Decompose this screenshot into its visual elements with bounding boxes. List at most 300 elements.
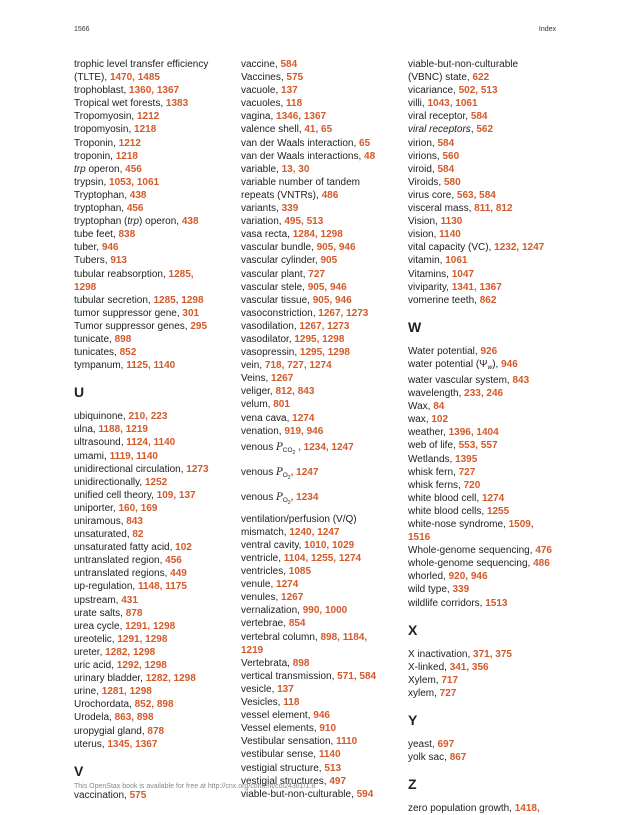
page-ref[interactable]: 852, 898: [134, 699, 174, 711]
page-ref[interactable]: 811, 812: [474, 203, 513, 215]
entry-term: tubular secretion,: [74, 294, 154, 306]
page-ref[interactable]: 584: [437, 163, 455, 175]
page-ref[interactable]: 102: [431, 414, 449, 426]
index-entry: [241, 359, 407, 372]
entry-term: vasa recta,: [241, 229, 293, 241]
page-ref[interactable]: 1274: [276, 579, 299, 591]
index-entry: [408, 597, 574, 610]
page-ref[interactable]: 371, 375: [473, 648, 512, 660]
entry-term: ureotelic,: [74, 633, 118, 645]
index-entry: [74, 607, 240, 620]
page-ref[interactable]: 812, 843: [275, 386, 315, 398]
page-ref[interactable]: 1255: [486, 505, 510, 517]
page-ref[interactable]: 1470, 1485: [109, 72, 160, 84]
page-ref[interactable]: 1295, 1298: [299, 347, 350, 359]
entry-term: ubiquinone,: [74, 411, 129, 423]
index-entry: [241, 58, 407, 71]
page-ref[interactable]: 341, 356: [449, 661, 489, 673]
page-ref[interactable]: 486: [321, 189, 339, 201]
page-ref[interactable]: 102: [175, 542, 192, 554]
page-ref[interactable]: 1274: [292, 412, 315, 424]
index-entry: [74, 659, 240, 672]
index-entry: [74, 359, 240, 372]
entry-term: viable-but-non-culturable: [408, 59, 519, 70]
entry-term: white blood cells,: [408, 505, 487, 517]
page-ref[interactable]: 1509,: [508, 519, 534, 530]
page-ref[interactable]: 1291, 1298: [125, 620, 176, 632]
page-ref[interactable]: 137: [281, 85, 298, 97]
index-entry: [241, 176, 407, 189]
page-ref[interactable]: 594: [356, 788, 374, 800]
index-entry: [408, 751, 574, 764]
page-ref[interactable]: 1396, 1404: [448, 427, 499, 439]
entry-term: valence shell,: [241, 124, 305, 136]
page-ref[interactable]: 878: [147, 725, 165, 737]
entry-term: ,: [470, 124, 477, 136]
page-ref[interactable]: 1043, 1061: [427, 98, 478, 110]
index-entry: [74, 463, 240, 476]
entry-term: xylem,: [408, 687, 440, 699]
index-entry: [241, 735, 407, 748]
entry-term: Tubers,: [74, 255, 111, 267]
page-ref[interactable]: , 1234, 1247: [295, 441, 354, 453]
page-ref[interactable]: 843: [126, 516, 143, 527]
entry-term: uric acid,: [74, 660, 117, 672]
page-ref[interactable]: 852: [119, 347, 137, 359]
index-entry: [74, 241, 240, 254]
page-ref[interactable]: 65: [359, 137, 371, 149]
page-ref[interactable]: 697: [437, 739, 455, 751]
page-ref[interactable]: 476: [535, 545, 552, 557]
page-ref[interactable]: 878: [125, 607, 143, 619]
entry-term: ) operon,: [139, 216, 182, 228]
page-ref[interactable]: 438: [181, 216, 199, 228]
index-entry: [241, 268, 407, 281]
index-entry: [408, 215, 574, 228]
page-ref[interactable]: , 1234: [290, 491, 319, 503]
page-ref[interactable]: 1119, 1140: [109, 450, 158, 462]
page-ref[interactable]: 920, 946: [448, 571, 488, 583]
index-entry: [241, 137, 407, 150]
page-ref[interactable]: 720: [463, 479, 481, 491]
subscript: O2: [282, 471, 291, 481]
index-entry: [241, 97, 407, 110]
page-ref[interactable]: 946: [501, 358, 518, 370]
entry-term: vision,: [408, 229, 440, 241]
page-ref[interactable]: 580: [443, 176, 461, 188]
page-ref[interactable]: 1282, 1298: [145, 673, 196, 685]
page-ref[interactable]: 1274: [481, 492, 505, 504]
page-ref[interactable]: 584: [437, 137, 455, 149]
page-ref[interactable]: 1292, 1298: [116, 660, 167, 672]
entry-term: ulna,: [74, 424, 99, 436]
index-entry: [74, 476, 240, 489]
index-entry: [408, 110, 574, 123]
index-entry: [408, 570, 574, 583]
page-ref[interactable]: 301: [182, 307, 200, 319]
entry-term: wavelength,: [408, 388, 465, 400]
page-ref[interactable]: 1346, 1367: [276, 111, 327, 123]
page-ref[interactable]: 1516: [408, 532, 431, 544]
page-ref[interactable]: 13, 30: [281, 163, 310, 175]
page-ref[interactable]: 717: [441, 674, 459, 686]
page-ref[interactable]: 1395: [455, 453, 478, 465]
entry-term: urine,: [74, 686, 102, 698]
index-entry: [408, 674, 574, 687]
page-ref[interactable]: 497: [329, 775, 347, 787]
entry-term: ventilation/perfusion (V/Q): [241, 513, 357, 525]
page-ref[interactable]: 1053, 1061: [109, 176, 160, 188]
page-ref[interactable]: 1267, 1273: [299, 320, 350, 332]
index-section-heading: Y: [408, 712, 418, 729]
page-ref[interactable]: 622: [472, 72, 490, 84]
entry-term: tunicates,: [74, 347, 120, 359]
page-ref[interactable]: 905: [320, 255, 338, 267]
page-ref[interactable]: 449: [170, 568, 187, 580]
page-ref[interactable]: 898: [292, 657, 310, 669]
page-ref[interactable]: 571, 584: [337, 670, 377, 682]
page-ref[interactable]: 990, 1000: [302, 605, 348, 617]
page-ref[interactable]: 160, 169: [118, 502, 158, 514]
entry-term: ventricles,: [241, 566, 289, 578]
page-ref[interactable]: 1232, 1247: [494, 242, 545, 254]
entry-term: untranslated region,: [74, 555, 166, 567]
entry-term: urate salts,: [74, 607, 126, 619]
page-ref[interactable]: 1124, 1140: [126, 437, 176, 449]
index-entry: [408, 84, 574, 97]
index-entry: [408, 254, 574, 267]
page-ref[interactable]: 1240, 1247: [289, 526, 340, 538]
entry-term: unsaturated fatty acid,: [74, 542, 176, 554]
index-entry: [74, 228, 240, 241]
index-entry: [408, 544, 574, 557]
entry-term: vessel element,: [241, 710, 314, 722]
index-entry: [408, 58, 574, 71]
entry-term: Vertebrata,: [241, 657, 293, 669]
entry-term: Urodela,: [74, 712, 115, 724]
page-ref[interactable]: 905, 946: [316, 242, 356, 254]
page-ref[interactable]: 339: [452, 584, 470, 596]
entry-term: wild type,: [408, 584, 453, 596]
page-ref[interactable]: 575: [129, 789, 147, 801]
page-ref[interactable]: 867: [449, 752, 467, 764]
entry-term: whorled,: [408, 571, 449, 583]
page-ref[interactable]: 1010, 1029: [304, 539, 355, 551]
page-ref[interactable]: 584: [280, 59, 298, 70]
page-ref[interactable]: 727: [439, 687, 457, 699]
page-ref[interactable]: 1383: [165, 98, 189, 110]
index-entry: [241, 84, 407, 97]
index-entry: [74, 672, 240, 685]
entry-term: uropygial gland,: [74, 725, 148, 737]
index-entry: [241, 385, 407, 398]
page-ref[interactable]: 1140: [318, 749, 341, 761]
page-ref[interactable]: 1285,: [168, 268, 194, 280]
subscript: O2: [282, 496, 291, 506]
index-entry: [74, 515, 240, 528]
index-entry: [241, 513, 407, 526]
entry-term: vasoconstriction,: [241, 307, 319, 319]
index-entry: [241, 631, 407, 644]
page-ref[interactable]: 1252: [144, 476, 168, 488]
page-ref[interactable]: 1125, 1140: [126, 360, 176, 372]
page-ref[interactable]: 1212: [118, 137, 141, 149]
index-entry: [241, 71, 407, 84]
entry-term: vasodilator,: [241, 333, 295, 345]
entry-term: Vaccines,: [241, 72, 287, 84]
index-entry: [241, 762, 407, 775]
partial-pressure-symbol: P: [276, 466, 283, 478]
page-ref[interactable]: 562: [476, 124, 494, 136]
page-ref[interactable]: 854: [288, 618, 306, 630]
entry-term-italic: viral receptors: [408, 124, 471, 136]
index-entry: [74, 541, 240, 554]
page-ref[interactable]: 456: [126, 203, 144, 215]
entry-term: veliger,: [241, 386, 276, 398]
index-entry: [74, 254, 240, 267]
page-ref[interactable]: 553, 557: [458, 440, 498, 452]
subscript-digit: 2: [292, 449, 296, 456]
page-ref[interactable]: 495, 513: [284, 216, 324, 228]
page-ref[interactable]: 1047: [451, 268, 474, 280]
page-ref[interactable]: 863, 898: [114, 712, 154, 724]
page-ref[interactable]: 513: [324, 762, 342, 774]
page-ref[interactable]: 1285, 1298: [153, 294, 204, 306]
page-ref[interactable]: 584: [470, 111, 488, 123]
index-entry: [74, 123, 240, 136]
entry-term: wax,: [408, 414, 432, 426]
index-entry: [74, 502, 240, 515]
index-entry: [74, 346, 240, 359]
page-ref[interactable]: 295: [190, 320, 208, 332]
index-entry: [408, 439, 574, 452]
page-ref[interactable]: 1273: [186, 463, 209, 475]
page-ref[interactable]: 1219: [241, 644, 264, 656]
page-ref[interactable]: 862: [479, 294, 497, 306]
entry-term: Tryptophan,: [74, 189, 130, 201]
partial-pressure-symbol: P: [276, 491, 283, 503]
entry-term: variants,: [241, 203, 282, 215]
page-ref[interactable]: 48: [364, 150, 376, 162]
page-ref[interactable]: 1291, 1298: [117, 633, 168, 645]
entry-term: vagina,: [241, 111, 277, 123]
index-entry: [408, 518, 574, 531]
page-ref[interactable]: 1212: [136, 111, 160, 123]
index-entry: [241, 670, 407, 683]
index-entry: [241, 163, 407, 176]
page-ref[interactable]: 946: [101, 242, 119, 254]
index-entry: [241, 565, 407, 578]
entry-term: vernalization,: [241, 605, 303, 617]
page-ref[interactable]: 109, 137: [156, 489, 196, 501]
page-ref[interactable]: 898: [114, 333, 132, 345]
page-ref[interactable]: 1267: [281, 592, 304, 604]
index-entry: [241, 657, 407, 670]
index-entry: [408, 492, 574, 505]
index-entry: [241, 189, 407, 202]
index-entry: [74, 711, 240, 724]
page-ref[interactable]: 1267, 1273: [318, 307, 369, 319]
page-ref[interactable]: 118: [286, 98, 303, 110]
entry-term: viral receptor,: [408, 111, 471, 123]
page-ref[interactable]: 137: [277, 683, 294, 695]
index-entry: [408, 281, 574, 294]
index-section-heading: X: [408, 621, 418, 638]
page-ref[interactable]: 560: [442, 150, 460, 162]
entry-term: uterus,: [74, 738, 108, 750]
page-ref[interactable]: 843: [512, 374, 530, 386]
entry-term: Veins,: [241, 373, 272, 385]
index-entry: [74, 84, 240, 97]
index-entry: [241, 578, 407, 591]
page-ref[interactable]: 1345, 1367: [107, 738, 158, 750]
page-ref[interactable]: 1513: [485, 597, 508, 609]
entry-term: vomerine teeth,: [408, 294, 480, 306]
entry-term: (TLTE),: [74, 72, 110, 84]
page-ref[interactable]: 41, 65: [304, 124, 333, 136]
index-entry: [241, 123, 407, 136]
index-entry: [241, 604, 407, 617]
entry-term: unidirectional circulation,: [74, 463, 187, 475]
entry-term: white-nose syndrome,: [408, 519, 509, 530]
index-entry: [74, 294, 240, 307]
index-entry: [241, 644, 407, 657]
entry-term: operon,: [85, 163, 126, 175]
index-entry: [241, 526, 407, 539]
entry-term: up-regulation,: [74, 581, 138, 593]
entry-term: trypsin,: [74, 176, 110, 188]
page-ref[interactable]: 727: [308, 268, 325, 280]
entry-term: visceral mass,: [408, 203, 475, 215]
entry-term: vein,: [241, 360, 265, 372]
page-ref[interactable]: 563, 584: [456, 189, 496, 201]
page-ref[interactable]: 502, 513: [458, 85, 498, 97]
page-ref[interactable]: 1140: [439, 229, 461, 241]
page-ref[interactable]: 1188, 1219: [98, 424, 148, 436]
entry-term: virion,: [408, 137, 438, 149]
page-ref[interactable]: 1218: [115, 150, 138, 162]
page-ref[interactable]: 913: [110, 255, 127, 267]
page-ref[interactable]: 727: [458, 466, 476, 478]
index-entry: [74, 163, 240, 176]
page-ref[interactable]: 486: [533, 558, 550, 570]
entry-term: tropomyosin,: [74, 124, 135, 136]
page-ref[interactable]: 1282, 1298: [105, 646, 156, 658]
entry-term: untranslated regions,: [74, 568, 171, 580]
index-entry: [408, 374, 574, 387]
page-ref[interactable]: 1281, 1298: [101, 686, 152, 698]
page-ref[interactable]: 339: [281, 203, 299, 215]
page-ref[interactable]: 1148, 1175: [137, 581, 187, 593]
page-ref[interactable]: 838: [118, 229, 136, 241]
index-entry: [241, 591, 407, 604]
index-entry: [241, 281, 407, 294]
entry-term: Urochordata,: [74, 699, 135, 711]
page-ref[interactable]: 1110: [336, 736, 358, 748]
entry-term: X inactivation,: [408, 648, 474, 660]
page-ref[interactable]: 575: [286, 72, 304, 84]
index-entry: [408, 661, 574, 674]
index-entry: [408, 466, 574, 479]
page-ref[interactable]: 1418,: [514, 803, 540, 815]
entry-term: unsaturated,: [74, 529, 133, 541]
entry-term: vasodilation,: [241, 320, 300, 332]
index-entry: [241, 539, 407, 552]
index-entry: [74, 567, 240, 580]
page-ref[interactable]: 1104, 1255, 1274: [283, 553, 362, 564]
entry-term: vestibular sense,: [241, 749, 319, 761]
page-ref[interactable]: 1360, 1367: [129, 85, 180, 97]
entry-term-italic: trp: [74, 163, 86, 175]
page-ref[interactable]: 905, 946: [307, 281, 347, 293]
entry-term: vacuoles,: [241, 98, 287, 110]
index-entry: [241, 683, 407, 696]
page-ref[interactable]: 210, 223: [128, 411, 168, 423]
entry-term: ureter,: [74, 646, 106, 658]
index-entry: [241, 228, 407, 241]
page-ref[interactable]: 910: [319, 723, 337, 735]
index-section-heading: W: [408, 318, 422, 335]
page-ref[interactable]: 1061: [445, 255, 468, 267]
subscript-digit: 2: [287, 474, 291, 481]
page-ref[interactable]: 1298: [74, 281, 97, 293]
page-ref[interactable]: 431: [121, 594, 138, 606]
page-ref[interactable]: 1130: [440, 216, 463, 228]
index-entry: [241, 110, 407, 123]
page-ref[interactable]: 1341, 1367: [451, 281, 502, 293]
page-ref[interactable]: 456: [125, 163, 142, 175]
page-ref[interactable]: 801: [273, 399, 290, 411]
entry-term: Vesicles,: [241, 697, 284, 709]
page-ref[interactable]: 1284, 1298: [292, 229, 343, 241]
page-ref[interactable]: 1267: [271, 373, 294, 385]
page-ref[interactable]: 1085: [288, 566, 312, 578]
page-ref[interactable]: 1295, 1298: [294, 333, 345, 345]
index-entry: [408, 738, 574, 751]
entry-term: Troponin,: [74, 137, 119, 149]
page-ref[interactable]: 456: [165, 555, 182, 567]
index-entry: [241, 425, 407, 438]
entry-term: uniramous,: [74, 516, 127, 527]
index-entry: [74, 738, 240, 751]
index-entry: [74, 189, 240, 202]
page-ref[interactable]: 1218: [134, 124, 157, 136]
page-ref[interactable]: 233, 246: [464, 388, 504, 400]
entry-term: Water potential,: [408, 345, 481, 357]
index-entry: [74, 410, 240, 423]
index-entry: [408, 345, 574, 358]
index-entry: [241, 320, 407, 333]
page-ref[interactable]: 919, 946: [284, 425, 324, 437]
entry-term: whisk fern,: [408, 466, 459, 478]
page-ref[interactable]: 438: [129, 189, 147, 201]
page-ref[interactable]: 946: [313, 710, 330, 722]
entry-term: Vestibular sensation,: [241, 736, 337, 748]
page-ref[interactable]: 905, 946: [312, 294, 352, 306]
page-ref[interactable]: 898, 1184,: [320, 631, 368, 643]
entry-term: vesicle,: [241, 683, 278, 695]
page-ref[interactable]: 926: [480, 345, 498, 357]
entry-term: tunicate,: [74, 333, 115, 345]
page-ref[interactable]: 82: [132, 529, 144, 541]
page-ref[interactable]: 84: [433, 401, 445, 413]
entry-term: troponin,: [74, 150, 116, 162]
page-ref[interactable]: 718, 727, 1274: [264, 360, 332, 372]
entry-term: ventricle,: [241, 553, 284, 564]
page-ref[interactable]: , 1247: [290, 466, 319, 478]
page-ref[interactable]: 118: [283, 697, 300, 709]
entry-term: trophoblast,: [74, 85, 130, 97]
